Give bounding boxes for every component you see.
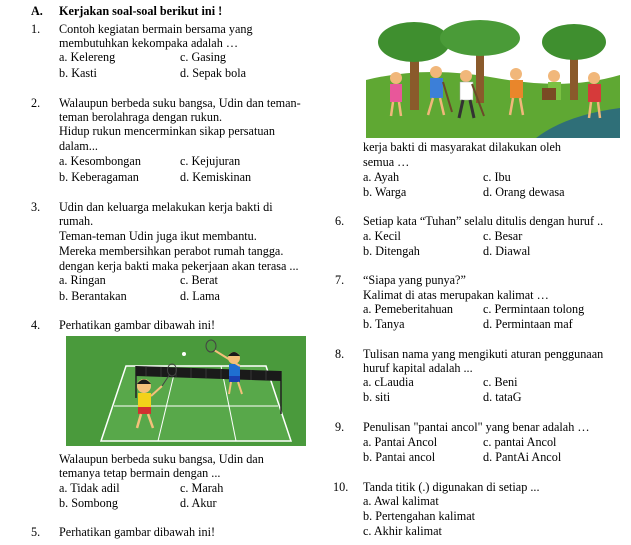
q6-text: Setiap kata “Tuhan” selalu ditulis dengan huruf .. [363, 214, 604, 228]
q2-text: Hidup rukun mencerminkan sikap persatuan [59, 124, 275, 138]
q5-option-a[interactable]: a. Ayah [363, 170, 400, 184]
q2-option-c[interactable]: c. Kejujuran [180, 154, 241, 168]
q3-option-d[interactable]: d. Lama [180, 289, 220, 303]
q10-option-c[interactable]: c. Akhir kalimat [363, 524, 442, 538]
q5-option-c[interactable]: c. Ibu [483, 170, 511, 184]
q4-option-c[interactable]: c. Marah [180, 481, 224, 495]
q2-option-a[interactable]: a. Kesombongan [59, 154, 141, 168]
q7-text: “Siapa yang punya?” [363, 273, 466, 287]
q3-text: dengan kerja bakti maka pekerjaan akan terasa ... [59, 259, 299, 273]
q1-option-a[interactable]: a. Kelereng [59, 50, 116, 64]
q1-option-c[interactable]: c. Gasing [180, 50, 227, 64]
q5-number: 5. [31, 525, 41, 539]
q3-text: rumah. [59, 214, 94, 228]
section-title: Kerjakan soal-soal berikut ini ! [59, 4, 223, 18]
q9-option-d[interactable]: d. PantAi Ancol [483, 450, 562, 464]
q6-number: 6. [335, 214, 345, 228]
q3-text: Mereka membersihkan perabot rumah tangga. [59, 244, 284, 258]
q1-number: 1. [31, 22, 41, 36]
q2-number: 2. [31, 96, 41, 110]
q3-option-b[interactable]: b. Berantakan [59, 289, 127, 303]
q1-text: Contoh kegiatan bermain bersama yang [59, 22, 253, 36]
q9-option-b[interactable]: b. Pantai ancol [363, 450, 436, 464]
q8-option-a[interactable]: a. cLaudia [363, 375, 414, 389]
q7-text: Kalimat di atas merupakan kalimat … [363, 288, 549, 302]
q3-text: Teman-teman Udin juga ikut membantu. [59, 229, 257, 243]
badminton-court-image [66, 336, 306, 446]
q3-number: 3. [31, 200, 41, 214]
q8-option-b[interactable]: b. siti [363, 390, 391, 404]
q6-option-a[interactable]: a. Kecil [363, 229, 401, 243]
q7-option-c[interactable]: c. Permintaan tolong [483, 302, 585, 316]
q7-option-a[interactable]: a. Pemeberitahuan [363, 302, 454, 316]
q3-option-c[interactable]: c. Berat [180, 273, 218, 287]
gotong-royong-image [366, 20, 620, 138]
q7-number: 7. [335, 273, 345, 287]
q8-option-c[interactable]: c. Beni [483, 375, 518, 389]
q4-option-a[interactable]: a. Tidak adil [59, 481, 120, 495]
q8-text: huruf kapital adalah ... [363, 361, 473, 375]
q5-text: Perhatikan gambar dibawah ini! [59, 525, 216, 539]
q2-text: Walaupun berbeda suku bangsa, Udin dan teman- [59, 96, 301, 110]
q10-number: 10. [333, 480, 349, 494]
q6-option-c[interactable]: c. Besar [483, 229, 523, 243]
q8-number: 8. [335, 347, 345, 361]
q5-option-b[interactable]: b. Warga [363, 185, 407, 199]
q8-text: Tulisan nama yang mengikuti aturan penggunaan [363, 347, 604, 361]
section-letter: A. [31, 4, 43, 18]
q10-text: Tanda titik (.) digunakan di setiap ... [363, 480, 540, 494]
q8-option-d[interactable]: d. tataG [483, 390, 522, 404]
q1-option-b[interactable]: b. Kasti [59, 66, 97, 80]
badminton-illustration [66, 336, 306, 446]
q10-option-b[interactable]: b. Pertengahan kalimat [363, 509, 476, 523]
q9-option-c[interactable]: c. pantai Ancol [483, 435, 557, 449]
q4-text: Walaupun berbeda suku bangsa, Udin dan [59, 452, 264, 466]
q5-text: kerja bakti di masyarakat dilakukan oleh [363, 140, 561, 154]
q9-text: Penulisan "pantai ancol" yang benar adalah … [363, 420, 590, 434]
q7-option-d[interactable]: d. Permintaan maf [483, 317, 573, 331]
q4-option-d[interactable]: d. Akur [180, 496, 217, 510]
q5-option-d[interactable]: d. Orang dewasa [483, 185, 565, 199]
q5-text: semua … [363, 155, 410, 169]
q2-option-b[interactable]: b. Keberagaman [59, 170, 139, 184]
q1-text: membutuhkan kekompaka adalah … [59, 36, 239, 50]
q4-number: 4. [31, 318, 41, 332]
q3-text: Udin dan keluarga melakukan kerja bakti di [59, 200, 273, 214]
q3-option-a[interactable]: a. Ringan [59, 273, 106, 287]
q4-text: temanya tetap bermain dengan ... [59, 466, 221, 480]
q9-option-a[interactable]: a. Pantai Ancol [363, 435, 438, 449]
community-work-illustration [366, 20, 620, 138]
q1-option-d[interactable]: d. Sepak bola [180, 66, 247, 80]
q2-text: teman berolahraga dengan rukun. [59, 110, 223, 124]
q10-option-a[interactable]: a. Awal kalimat [363, 494, 439, 508]
q2-text: dalam... [59, 139, 98, 153]
q6-option-b[interactable]: b. Ditengah [363, 244, 420, 258]
q2-option-d[interactable]: d. Kemiskinan [180, 170, 252, 184]
q6-option-d[interactable]: d. Diawal [483, 244, 531, 258]
q9-number: 9. [335, 420, 345, 434]
q7-option-b[interactable]: b. Tanya [363, 317, 405, 331]
q4-text: Perhatikan gambar dibawah ini! [59, 318, 216, 332]
q4-option-b[interactable]: b. Sombong [59, 496, 118, 510]
